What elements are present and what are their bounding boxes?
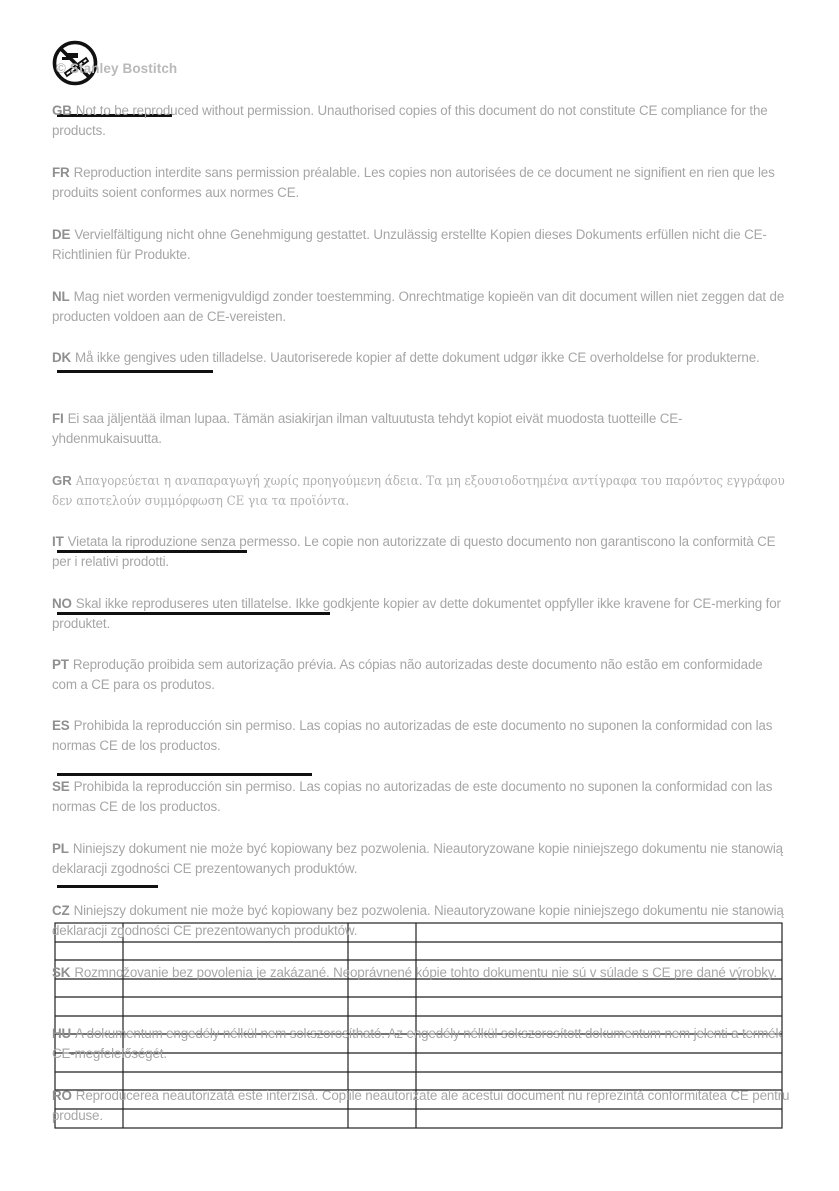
notice-text: Prohibida la reproducción sin permiso. Las copias no autorizadas de este documento no suponen la conformidad con las normas CE de los productos. xyxy=(52,718,773,753)
lang-code: IT xyxy=(52,534,64,549)
notice-text: Rozmnožovanie bez povolenia je zakázané. Neoprávnené kópie tohto dokumentu nie sú v súlade s CE pre dané výrobky. xyxy=(74,965,777,980)
notice-gr xyxy=(52,471,790,512)
notice-text: Not to be reproduced without permission. Unauthorised copies of this document do not constitute CE compliance for the products. xyxy=(52,103,768,138)
lang-code: NL xyxy=(52,289,70,304)
notice-text: A dokumentum engedély nélkül nem sokszorosítható. Az engedély nélkül sokszorosított dokumentum nem jelenti a termék CE-megfelelőségét. xyxy=(52,1026,783,1061)
notice-dk xyxy=(52,348,790,368)
lang-code: DK xyxy=(52,350,72,365)
rule-6 xyxy=(57,885,158,888)
lang-code: NO xyxy=(52,596,72,611)
notice-hu xyxy=(52,1024,790,1064)
notice-text: Reprodução proibida sem autorização prévia. As cópias não autorizadas deste documento não estão em conformidade com a CE para os produtos. xyxy=(52,657,763,692)
notice-text: Reproduction interdite sans permission préalable. Les copies non autorisées de ce document ne signifient en rien que les produits soient conformes aux normes CE. xyxy=(52,165,775,200)
rule-5 xyxy=(57,773,312,776)
notice-de xyxy=(52,225,790,265)
notice-text: Reproducerea neautorizată este interzisă. Copiile neautorizate ale acestui document nu reprezintă conformitatea CE pentru produse. xyxy=(52,1088,790,1123)
notice-text: Må ikke gengives uden tilladelse. Uautoriserede kopier af dette dokument udgør ikke CE overholdelse for produkterne. xyxy=(75,350,760,365)
lang-code: DE xyxy=(52,227,71,242)
notice-no xyxy=(52,594,790,634)
lang-code: HU xyxy=(52,1026,72,1041)
notice-text: Vervielfältigung nicht ohne Genehmigung gestattet. Unzulässig erstellte Kopien dieses Dokuments erfüllen nicht die CE-Richtlinien für Produkte. xyxy=(52,227,767,262)
notice-se xyxy=(52,777,790,817)
notice-es xyxy=(52,716,790,756)
notice-text: Vietata la riproduzione senza permesso. Le copie non autorizzate di questo documento non garantiscono la conformità CE per i relativi prodotti. xyxy=(52,534,776,569)
notice-fr xyxy=(52,163,790,203)
lang-code: ES xyxy=(52,718,70,733)
notice-cz xyxy=(52,901,790,941)
notice-text: Niniejszy dokument nie może być kopiowany bez pozwolenia. Nieautoryzowane kopie niniejszego dokumentu nie stanowią deklaracji zgodności CE prezentowanych produktów. xyxy=(52,841,783,876)
notice-text: Ei saa jäljentää ilman lupaa. Tämän asiakirjan ilman valtuutusta tehdyt kopiot eivät muodosta tuotteille CE-yhdenmukaisuutta. xyxy=(52,411,683,446)
lang-code: SK xyxy=(52,965,71,980)
lang-code: GR xyxy=(52,473,72,488)
lang-code: GB xyxy=(52,103,72,118)
notice-fi xyxy=(52,409,790,449)
lang-code: PL xyxy=(52,841,69,856)
notice-text: Niniejszy dokument nie może być kopiowany bez pozwolenia. Nieautoryzowane kopie niniejszego dokumentu nie stanowią deklaracji zgodności CE prezentowanych produktów. xyxy=(52,903,784,938)
notice-ro xyxy=(52,1086,790,1126)
notice-gb xyxy=(52,101,790,141)
lang-code: FI xyxy=(52,411,64,426)
lang-code: CZ xyxy=(52,903,70,918)
notice-it xyxy=(52,532,790,572)
notice-nl xyxy=(52,287,790,327)
lang-code: PT xyxy=(52,657,69,672)
notice-pt xyxy=(52,655,790,695)
lang-code: SE xyxy=(52,779,70,794)
rule-2 xyxy=(57,370,213,373)
notice-text: Απαγορεύεται η αναπαραγωγή χωρίς προηγούμενη άδεια. Τα μη εξουσιοδοτημένα αντίγραφα του παρόντος εγγράφου δεν αποτελούν συμμόρφωση CE για τα προϊόντα. xyxy=(52,474,785,509)
notice-text: Mag niet worden vermenigvuldigd zonder toestemming. Onrechtmatige kopieën van dit document willen niet zeggen dat de producten voldoen aan de CE-vereisten. xyxy=(52,289,785,324)
notice-pl xyxy=(52,839,790,879)
notice-text: Skal ikke reproduseres uten tillatelse. Ikke godkjente kopier av dette dokumentet oppfyller ikke kravene for CE-merking for produktet. xyxy=(52,596,781,631)
notice-sk xyxy=(52,963,790,983)
lang-code: RO xyxy=(52,1088,72,1103)
brand-label: © Stanley Bostitch xyxy=(56,61,178,76)
notice-text: Prohibida la reproducción sin permiso. Las copias no autorizadas de este documento no suponen la conformidad con las normas CE de los productos. xyxy=(52,779,773,814)
lang-code: FR xyxy=(52,165,70,180)
